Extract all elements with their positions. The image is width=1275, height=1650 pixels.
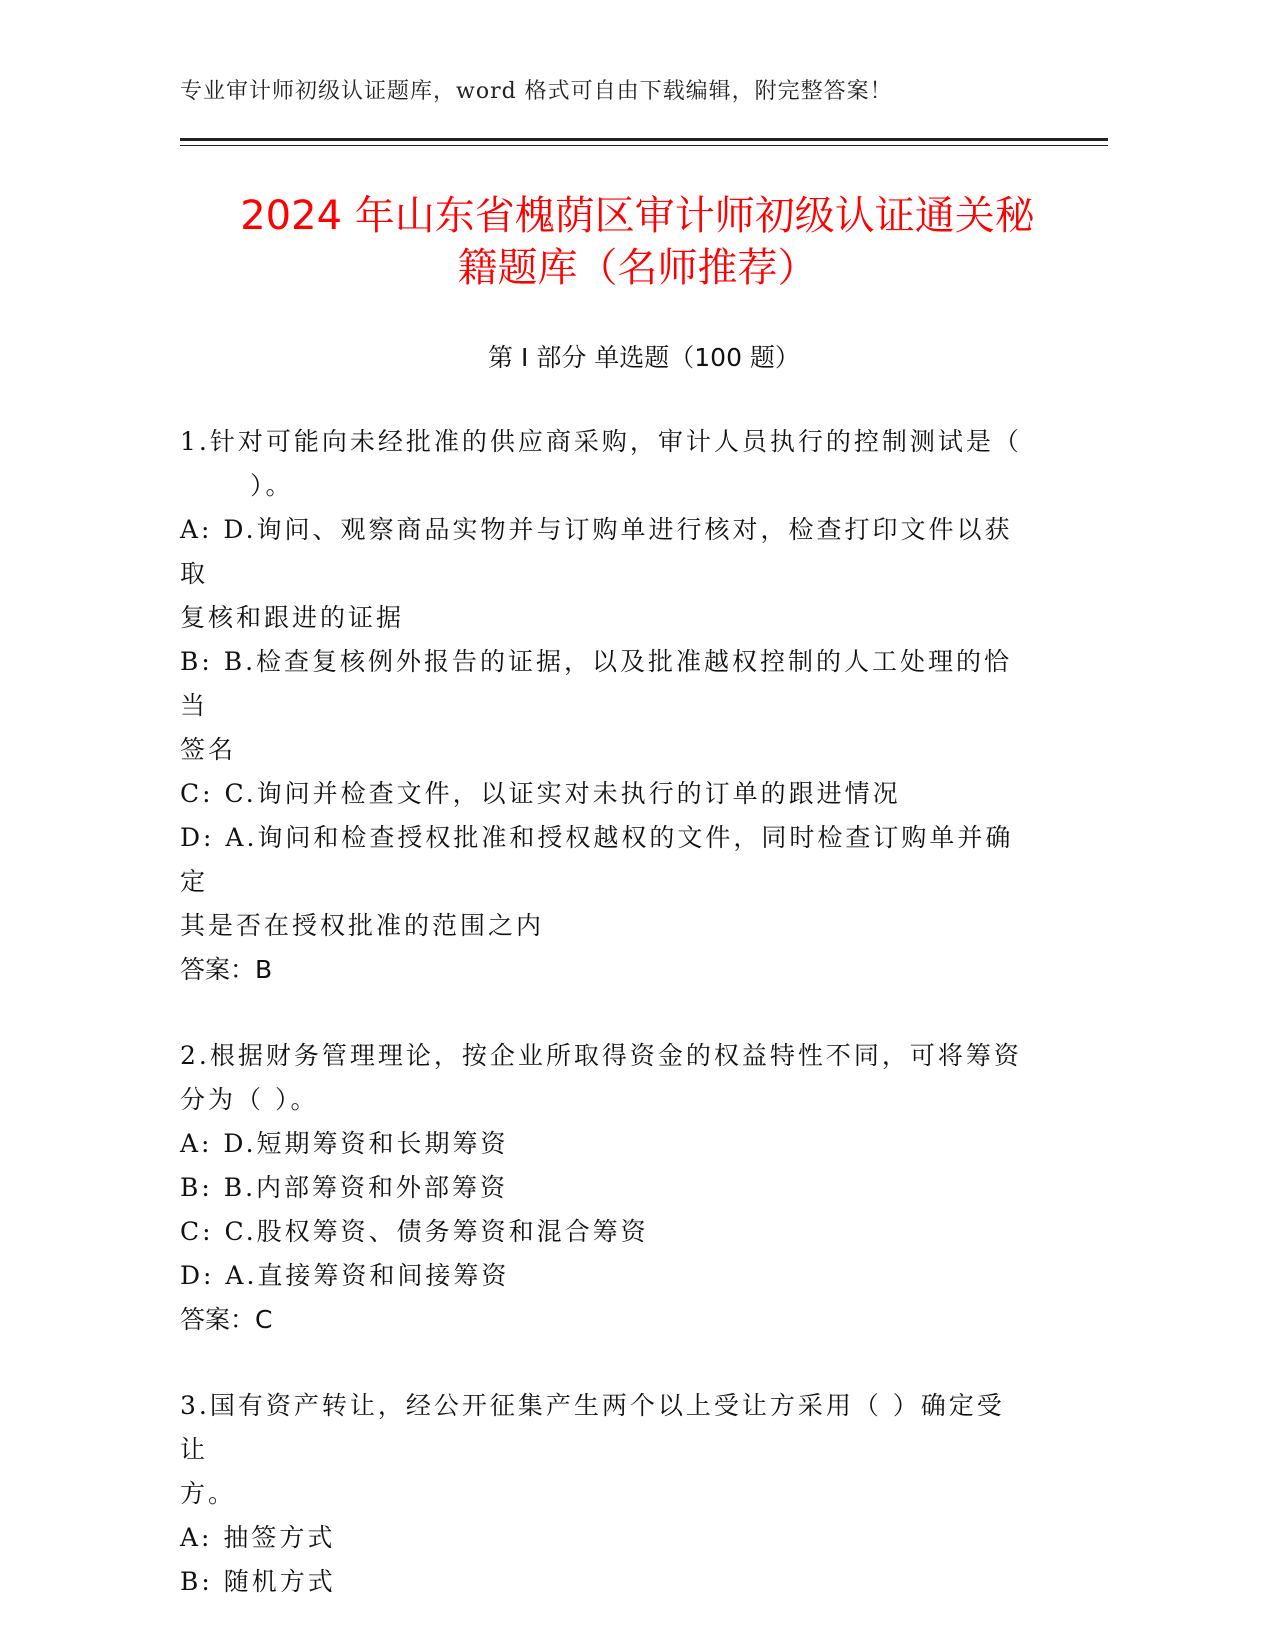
question-text-continued: ）。 xyxy=(250,471,294,500)
option-a: A: D.短期筹资和长期筹资 xyxy=(180,1129,509,1158)
option-b: B: B.检查复核例外报告的证据，以及批准越权控制的人工处理的恰当 xyxy=(180,647,1013,720)
option-d: D: A.询问和检查授权批准和授权越权的文件，同时检查订购单并确定 xyxy=(180,823,1014,896)
answer: 答案：C xyxy=(180,1305,273,1334)
question-text-continued: 方。 xyxy=(180,1479,237,1508)
option-b: B: B.内部筹资和外部筹资 xyxy=(180,1173,509,1202)
question-text: 1.针对可能向未经批准的供应商采购，审计人员执行的控制测试是（ xyxy=(180,427,1022,456)
question-text: 3.国有资产转让，经公开征集产生两个以上受让方采用（ ）确定受让 xyxy=(180,1391,1005,1464)
document-title-line-1: 2024 年山东省槐荫区审计师初级认证通关秘 xyxy=(240,193,1035,239)
question-2 xyxy=(180,1034,1025,1342)
header-note: 专业审计师初级认证题库，word 格式可自由下载编辑，附完整答案！ xyxy=(180,79,893,104)
option-d-continued: 其是否在授权批准的范围之内 xyxy=(180,911,545,940)
question-text: 2.根据财务管理理论，按企业所取得资金的权益特性不同，可将筹资 xyxy=(180,1041,1022,1070)
document-title-line-2: 籍题库（名师推荐） xyxy=(457,245,818,291)
question-3 xyxy=(180,1384,1025,1604)
question-text-continued: 分为（ ）。 xyxy=(180,1085,319,1114)
option-a-continued: 复核和跟进的证据 xyxy=(180,603,405,632)
question-list xyxy=(180,420,1025,1646)
answer: 答案：B xyxy=(180,955,273,984)
option-a: A: 抽签方式 xyxy=(180,1523,336,1552)
header-rule-thin xyxy=(180,145,1108,146)
option-c: C: C.询问并检查文件，以证实对未执行的订单的跟进情况 xyxy=(180,779,901,808)
option-a: A: D.询问、观察商品实物并与订购单进行核对，检查打印文件以获取 xyxy=(180,515,1013,588)
option-c: C: C.股权筹资、债务筹资和混合筹资 xyxy=(180,1217,649,1246)
section-title: 第 I 部分 单选题（100 题） xyxy=(488,343,800,372)
option-b: B: 随机方式 xyxy=(180,1567,336,1596)
question-1 xyxy=(180,420,1025,992)
header-rule-thick xyxy=(180,138,1108,141)
option-d: D: A.直接筹资和间接筹资 xyxy=(180,1261,510,1290)
option-b-continued: 签名 xyxy=(180,735,237,764)
document-title xyxy=(150,190,1125,294)
